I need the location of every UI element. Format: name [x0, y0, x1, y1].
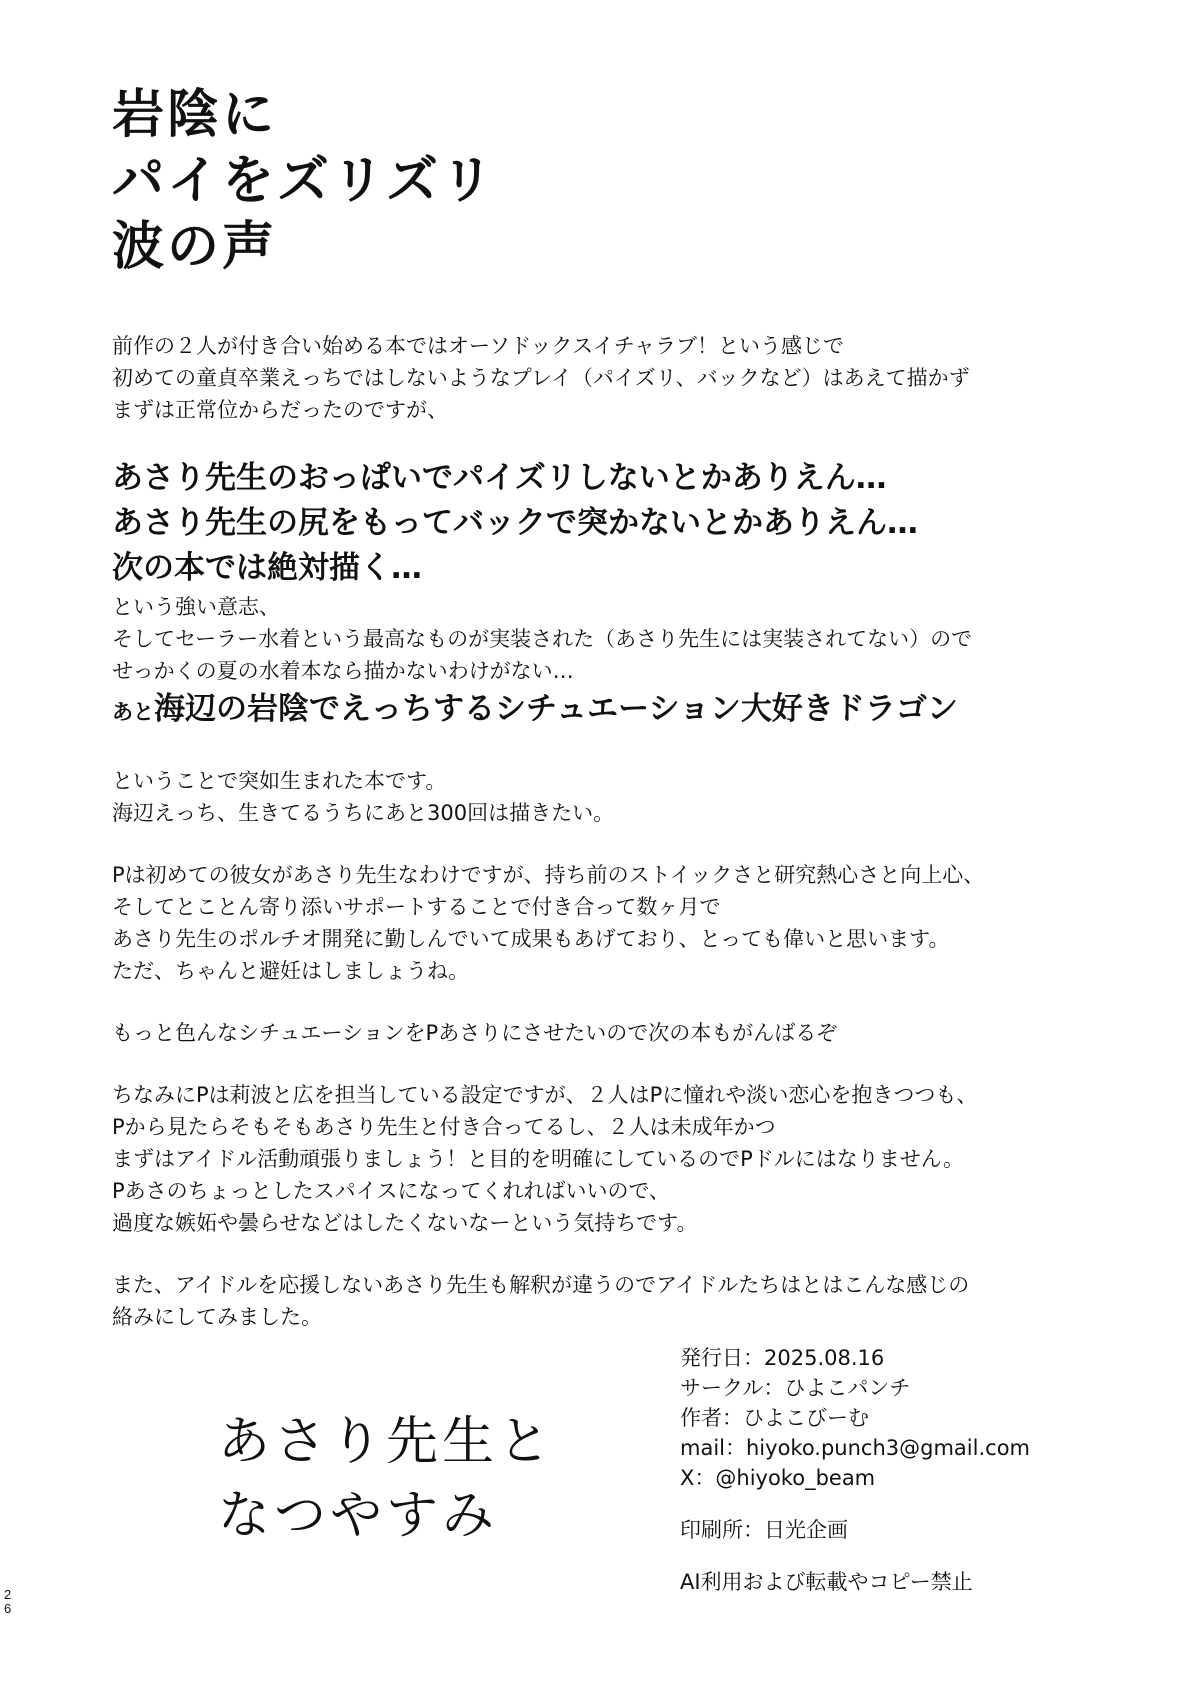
page-number — [4, 1588, 14, 1616]
page-number-digit: 2 — [4, 1587, 12, 1602]
text-line: そしてセーラー水着という最高なものが実装された（あさり先生には実装されてない）ので — [112, 627, 973, 651]
dragon-lead: あと — [112, 700, 154, 724]
text-line: Pは初めての彼女があさり先生なわけですが、持ち前のストイックさと研究熱心さと向上心、 — [112, 863, 985, 887]
haiku-line: 岩陰に — [112, 85, 278, 145]
book-title-line: あさり先生と — [218, 1412, 555, 1472]
printer-name: 印刷所：日光企画 — [680, 1518, 848, 1542]
colophon — [680, 1343, 1030, 1597]
text-line: 海辺えっち、生きてるうちにあと300回は描きたい。 — [112, 801, 615, 825]
afterword-body — [112, 330, 1102, 1333]
paragraph — [112, 1079, 1102, 1239]
text-line: まずはアイドル活動頑張りましょう！と目的を明確にしているのでPドルにはなりません。 — [112, 1147, 965, 1171]
paragraph — [112, 859, 1102, 987]
paragraph — [112, 1017, 1102, 1049]
page-number-digit: 6 — [4, 1601, 12, 1616]
text-line: また、アイドルを応援しないあさり先生も解釈が違うのでアイドルたちはとはこんな感じの — [112, 1273, 970, 1297]
text-line: あさり先生のポルチオ開発に勤しんでいて成果もあげており、とっても偉いと思います。 — [112, 927, 950, 951]
text-line: Pから見たらそもそもあさり先生と付き合ってるし、２人は未成年かつ — [112, 1115, 776, 1139]
text-line: ただ、ちゃんと避妊はしましょうね。 — [112, 959, 469, 983]
text-line: という強い意志、 — [112, 595, 280, 619]
dragon-line — [112, 687, 1102, 735]
text-line: まずは正常位からだったのですが、 — [112, 398, 448, 422]
text-line: 初めての童貞卒業えっちではしないようなプレイ（パイズリ、バックなど）はあえて描かず — [112, 366, 970, 390]
dragon-text: 海辺の岩陰でえっちするシチュエーション大好きドラゴン — [154, 691, 958, 727]
emphasis-line: あさり先生の尻をもってバックで突かないとかありえん… — [112, 505, 918, 541]
text-line: せっかくの夏の水着本なら描かないわけがない… — [112, 659, 574, 683]
book-title-line: なつやすみ — [218, 1486, 499, 1546]
contact-mail: mail：hiyoko.punch3@gmail.com — [680, 1436, 1030, 1460]
author-name: 作者：ひよこびーむ — [680, 1406, 869, 1430]
text-line: 過度な嫉妬や曇らせなどはしたくないなーという気持ちです。 — [112, 1211, 698, 1235]
haiku-title — [112, 82, 496, 280]
text-line: Pあさのちょっとしたスパイスになってくれればいいので、 — [112, 1179, 671, 1203]
emphasis-block — [112, 456, 1102, 591]
haiku-line: パイをズリズリ — [112, 151, 496, 211]
text-line: ちなみにPは莉波と広を担当している設定ですが、２人はPに憧れや淡い恋心を抱きつつも、 — [112, 1083, 978, 1107]
haiku-line: 波の声 — [112, 217, 278, 277]
circle-name: サークル：ひよこパンチ — [680, 1376, 911, 1400]
paragraph — [112, 765, 1102, 829]
usage-notice: AI利用および転載やコピー禁止 — [680, 1570, 973, 1594]
text-line: ということで突如生まれた本です。 — [112, 769, 447, 793]
intro-paragraph — [112, 330, 1102, 426]
text-line: 前作の２人が付き合い始める本ではオーソドックスイチャラブ！という感じで — [112, 334, 845, 358]
emphasis-line: あさり先生のおっぱいでパイズリしないとかありえん… — [112, 460, 887, 496]
will-paragraph — [112, 591, 1102, 687]
publish-date: 発行日：2025.08.16 — [680, 1346, 885, 1370]
book-title — [218, 1405, 554, 1553]
paragraph — [112, 1269, 1102, 1333]
text-line: そしてとことん寄り添いサポートすることで付き合って数ヶ月で — [112, 895, 721, 919]
emphasis-line: 次の本では絶対描く… — [112, 550, 422, 586]
text-line: 絡みにしてみました。 — [112, 1305, 322, 1329]
contact-x: X：@hiyoko_beam — [680, 1466, 876, 1490]
text-line: もっと色んなシチュエーションをPあさりにさせたいので次の本もがんばるぞ — [112, 1021, 838, 1045]
